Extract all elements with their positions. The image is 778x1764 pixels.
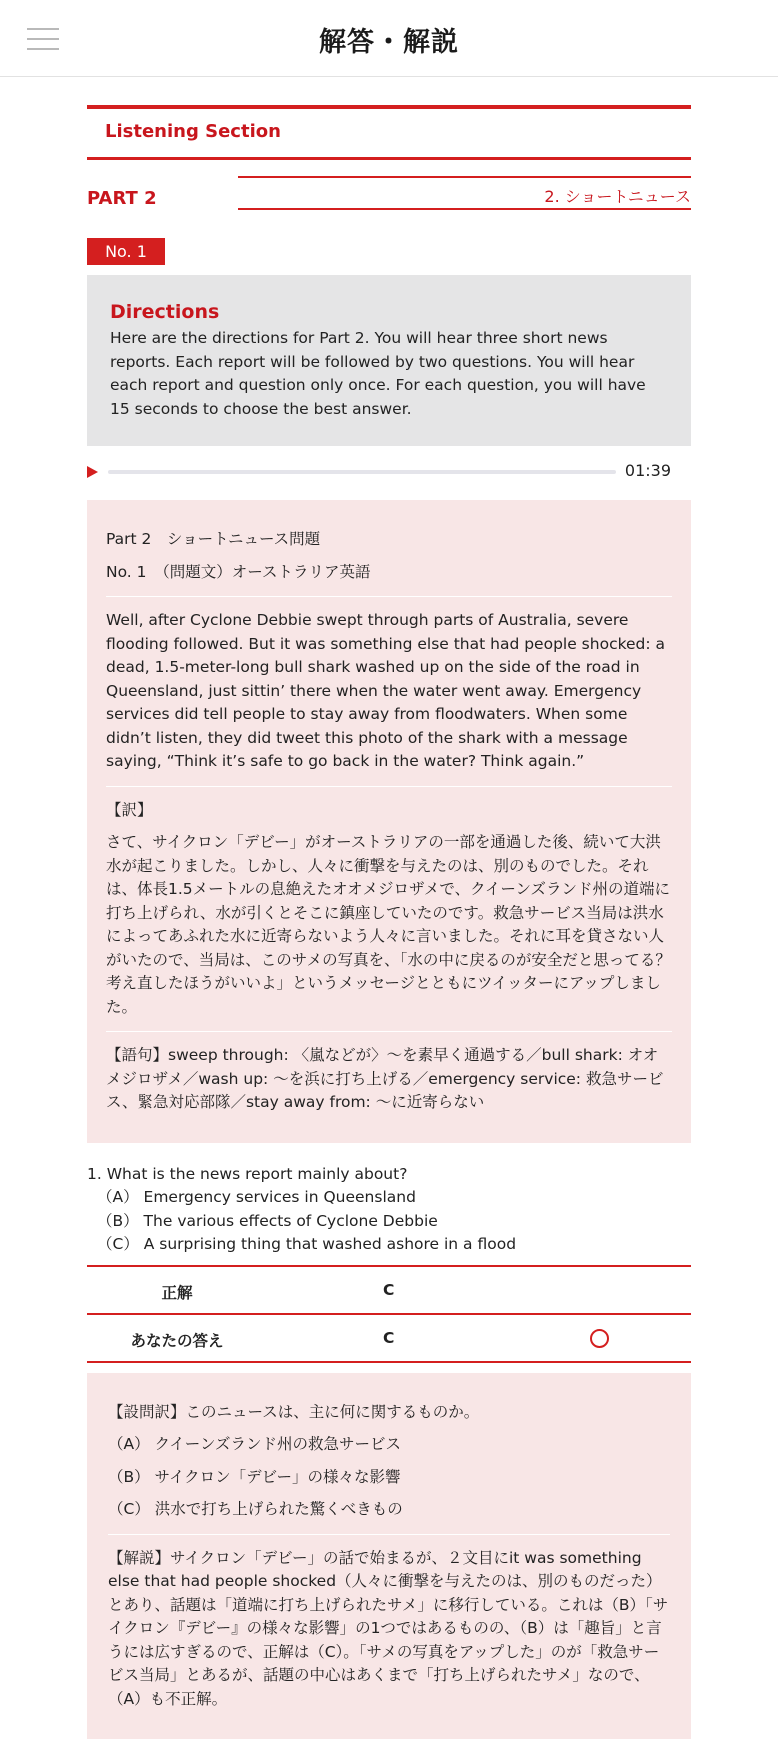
page-title: 解答・解説 (319, 27, 459, 58)
script-box (87, 500, 691, 1143)
audio-player (87, 446, 691, 500)
your-answer-value: C (383, 1328, 395, 1347)
directions-text: Here are the directions for Part 2. You will hear three short news reports. Each report will be followed by two questions. You will hear each report and question only once. For each question, you will have 15 seconds to choose the best answer. (110, 329, 646, 418)
part-label: PART 2 (87, 188, 157, 209)
correct-answer-label: 正解 (161, 1283, 193, 1302)
section-title: Listening Section (105, 121, 281, 142)
correct-circle-icon (590, 1329, 609, 1348)
question-option: （C） A surprising thing that washed ashore in a flood (97, 1235, 517, 1253)
question-text: 1. What is the news report mainly about? (87, 1164, 408, 1183)
your-answer-label: あなたの答え (130, 1331, 224, 1350)
translated-option: （A） クイーンズランド州の救急サービス (108, 1435, 401, 1453)
translated-option: （B） サイクロン「デビー」の様々な影響 (108, 1467, 401, 1486)
correct-answer-row (87, 1267, 691, 1315)
translated-option: （C） 洪水で打ち上げられた驚くべきもの (108, 1500, 403, 1518)
audio-progress-bar[interactable] (108, 470, 616, 474)
divider (106, 786, 672, 787)
app-header (0, 0, 778, 77)
part-subtitle: 2. ショートニュース (238, 176, 691, 210)
script-part-line: Part 2 ショートニュース問題 (106, 530, 321, 548)
question-number-badge: No. 1 (87, 238, 165, 265)
question-option: （A） Emergency services in Queensland (97, 1188, 416, 1206)
divider (106, 596, 672, 597)
directions-box (87, 275, 691, 446)
explanation-box (87, 1373, 691, 1740)
play-icon[interactable] (87, 466, 98, 478)
translation-label: 【訳】 (106, 800, 153, 819)
commentary: 【解説】サイクロン「デビー」の話で始まるが、２文目にit was something else that had people shocked（人々に衝撃を与えたのは、別のものだった）とあり、話題は「道端に打ち上げられたサメ」に移行している。これは（B）「サイクロン『デビー』の様々な影響」の1つではあるものの、（B）は「趣旨」と言うには広すぎるので、正解は（C）。「サメの写真をアップした」のが「救急サービス当局」とあるが、話題の中心はあくまで「打ち上げられたサメ」なので、（A）も不正解。 (108, 1548, 669, 1708)
divider (108, 1534, 670, 1535)
answer-table (87, 1265, 691, 1363)
divider (106, 1031, 672, 1032)
part-header (87, 176, 691, 232)
question-block (87, 1163, 691, 1257)
section-header (87, 105, 691, 160)
audio-time: 01:39 (624, 461, 671, 480)
script-english: Well, after Cyclone Debbie swept through parts of Australia, severe flooding followed. But it was something else that had people shocked: a dead, 1.5-meter-long bull shark washed up on the side of the road in Queensland, just sittin’ there when the water went away. Emergency services did tell people to stay away from floodwaters. When some didn’t listen, they did tweet this photo of the shark with a message saying, “Think it’s safe to go back in the water? Think again.” (106, 611, 666, 770)
your-answer-row (87, 1315, 691, 1363)
vocabulary-notes: 【語句】sweep through: 〈嵐などが〉～を素早く通過する／bull shark: オオメジロザメ／wash up: ～を浜に打ち上げる／emergency service: 救急サービス、緊急対応部隊／stay away from: ～に近寄らない (106, 1046, 664, 1111)
main-content (87, 105, 691, 1739)
correct-answer-value: C (383, 1280, 395, 1299)
script-translation: さて、サイクロン「デビー」がオーストラリアの一部を通過した後、続いて大洪水が起こりました。しかし、人々に衝撃を与えたのは、別のものでした。それは、体長1.5メートルの息絶えたオオメジロザメで、クイーンズランド州の道端に打ち上げられ、水が引くとそこに鎮座していたのです。救急サービス当局は洪水によってあふれた水に近寄らないよう人々に言いました。それに耳を貸さない人がいたので、当局は、このサメの写真を、「水の中に戻るのが安全だと思ってる？ 考え直したほうがいいよ」というメッセージとともにツイッターにアップしました。 (106, 833, 687, 1016)
script-number-line: No. 1 （問題文）オーストラリア英語 (106, 562, 371, 581)
directions-heading: Directions (110, 301, 220, 323)
question-translation: 【設問訳】このニュースは、主に何に関するものか。 (108, 1402, 480, 1421)
question-option: （B） The various effects of Cyclone Debbie (97, 1211, 438, 1230)
